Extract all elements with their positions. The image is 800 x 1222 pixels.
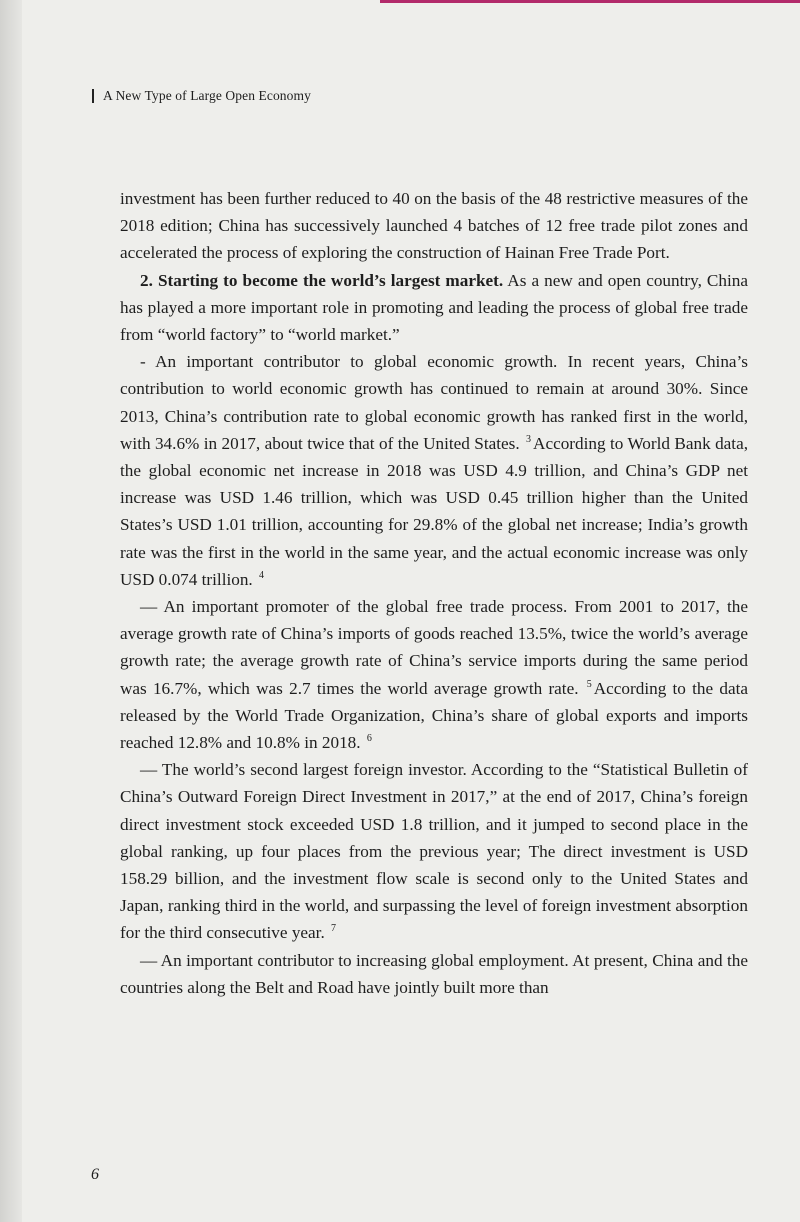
book-spine-shadow	[0, 0, 22, 1222]
page-top-edge	[380, 0, 800, 3]
paragraph-text: — An important contributor to increasing global employment. At present, China and the countries along the Belt and Road have jointly built more than	[120, 950, 748, 997]
paragraph-text: According to the data released by the World Trade Organization, China’s share of global exports and imports reached 12.8% and 10.8% in 2018.	[120, 678, 748, 753]
body-text	[120, 185, 748, 1001]
running-head-bar	[92, 89, 94, 103]
paragraph-text: — The world’s second largest foreign investor. According to the “Statistical Bulletin of China’s Outward Foreign Direct Investment in 2017,” at the end of 2017, China’s foreign direct investment stock exceeded USD 1.8 trillion, and it jumped to second place in the global ranking, up four places from the previous year; The direct investment is USD 158.29 billion, and the investment flow scale is second only to the United States and Japan, ranking third in the world, and surpassing the level of foreign investment absorption for the third consecutive year.	[120, 760, 748, 943]
paragraph-text: According to World Bank data, the global economic net increase in 2018 was USD 4.9 trillion, and China’s GDP net increase was USD 1.46 trillion, which was USD 0.45 trillion higher than the United States’s USD 1.01 trillion, accounting for 29.8% of the global net increase; India’s growth rate was the first in the world in the same year, and the actual economic increase was only USD 0.074 trillion.	[120, 433, 748, 589]
paragraph-2	[120, 267, 748, 349]
paragraph-text: - An important contributor to global economic growth. In recent years, China’s contribution to world economic growth has continued to remain at around 30%. Since 2013, China’s contribution rate to global economic growth has ranked first in the world, with 34.6% in 2017, about twice that of the United States.	[120, 352, 748, 453]
footnote-marker: 6	[366, 733, 372, 745]
paragraph-text: — An important promoter of the global free trade process. From 2001 to 2017, the average growth rate of China’s imports of goods reached 13.5%, twice the world’s average growth rate; the average growth rate of China’s service imports during the same period was 16.7%, which was 2.7 times the world average growth rate.	[120, 597, 748, 698]
paragraph-1	[120, 185, 748, 267]
paragraph-text: As a new and open country, China has played a more important role in promoting and leading the process of global free trade from “world factory” to “world market.”	[120, 270, 748, 345]
footnote-marker: 4	[259, 569, 265, 581]
footnote-marker: 5	[586, 678, 592, 690]
paragraph-5	[120, 756, 748, 946]
section-heading: 2. Starting to become the world’s largest market.	[140, 270, 504, 290]
paragraph-6	[120, 947, 748, 1001]
page-number: 6	[91, 1166, 99, 1183]
footnote-marker: 3	[526, 433, 532, 445]
footnote-marker: 7	[331, 923, 337, 935]
running-head	[92, 88, 311, 104]
running-head-title: A New Type of Large Open Economy	[103, 88, 311, 103]
paragraph-3	[120, 348, 748, 593]
paragraph-text: investment has been further reduced to 40 on the basis of the 48 restrictive measures of the 2018 edition; China has successively launched 4 batches of 12 free trade pilot zones and accelerated the process of exploring the construction of Hainan Free Trade Port.	[120, 189, 748, 263]
paragraph-4	[120, 593, 748, 756]
